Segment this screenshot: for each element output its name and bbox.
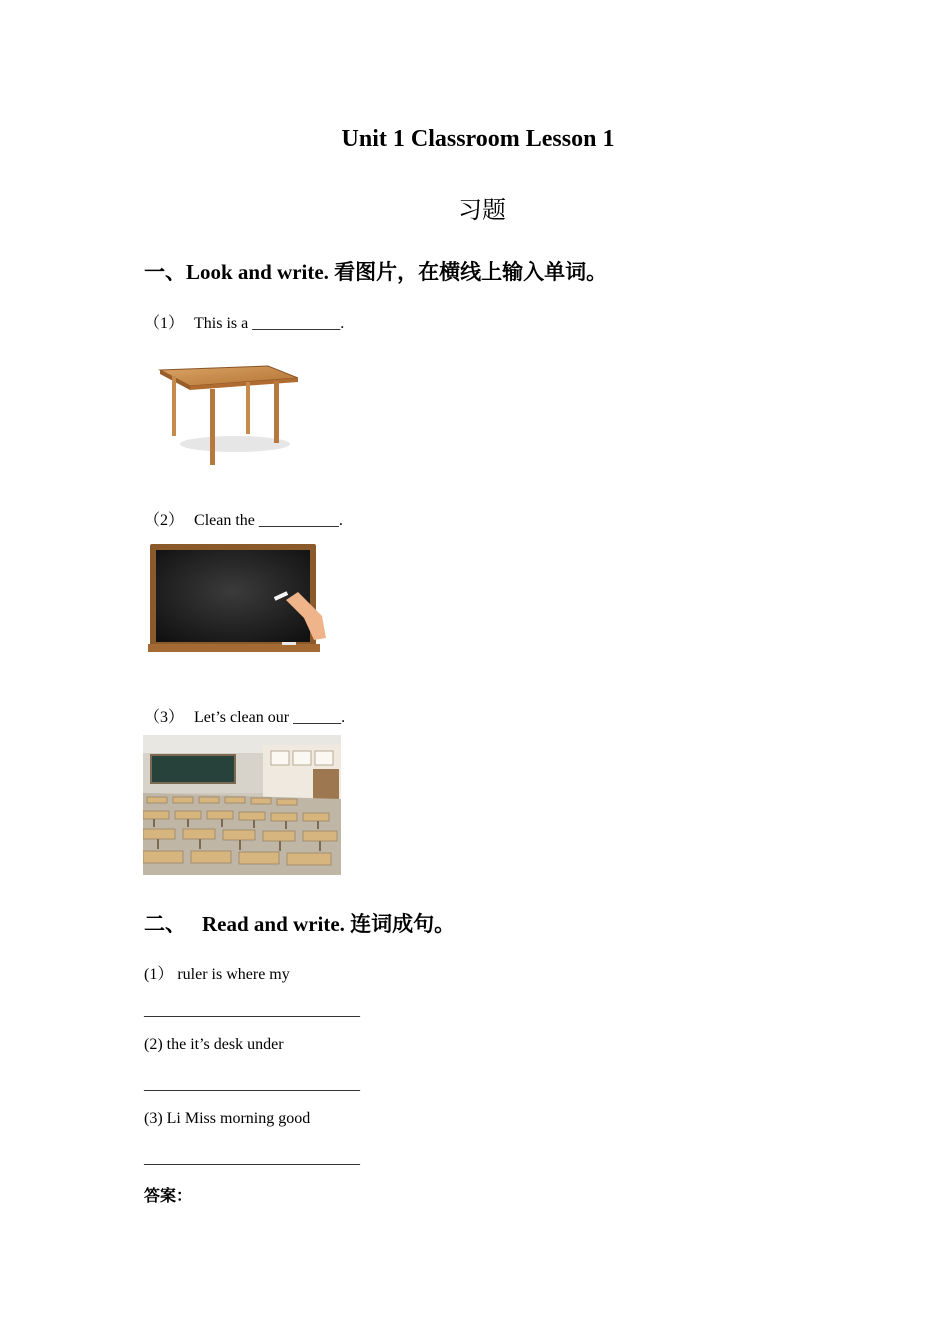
item-text: Clean the __________. bbox=[194, 512, 343, 529]
answer-line-2: ___________________________ bbox=[144, 1076, 360, 1093]
classroom-image bbox=[143, 735, 341, 875]
exercise-item-1 bbox=[144, 310, 344, 333]
section2-title: Read and write. 连词成句。 bbox=[202, 912, 456, 936]
answer-line-1: ___________________________ bbox=[144, 1002, 360, 1019]
item-number: （2） bbox=[144, 512, 185, 529]
section2-number: 二、 bbox=[144, 912, 186, 936]
item-number: （3） bbox=[144, 709, 185, 726]
section1-heading: 一、Look and write. 看图片，在横线上输入单词。 bbox=[144, 260, 608, 284]
exercise-item-2 bbox=[144, 507, 343, 530]
item-text: Let’s clean our ______. bbox=[194, 709, 346, 726]
sentence-item-2: (2) the it’s desk under bbox=[144, 1036, 284, 1053]
exercise-item-3 bbox=[144, 704, 345, 727]
blackboard-image bbox=[146, 542, 328, 660]
sentence-item-3: (3) Li Miss morning good bbox=[144, 1110, 311, 1127]
section2-heading bbox=[144, 908, 455, 938]
page-subtitle: 习题 bbox=[458, 196, 506, 224]
item-number: （1） bbox=[144, 315, 185, 332]
sentence-item-1: (1） ruler is where my bbox=[144, 966, 290, 983]
item-text: This is a ___________. bbox=[194, 315, 345, 332]
answer-line-3: ___________________________ bbox=[144, 1150, 360, 1167]
page-title: Unit 1 Classroom Lesson 1 bbox=[341, 126, 615, 152]
answers-label: 答案： bbox=[144, 1186, 193, 1205]
table-image bbox=[150, 352, 310, 472]
